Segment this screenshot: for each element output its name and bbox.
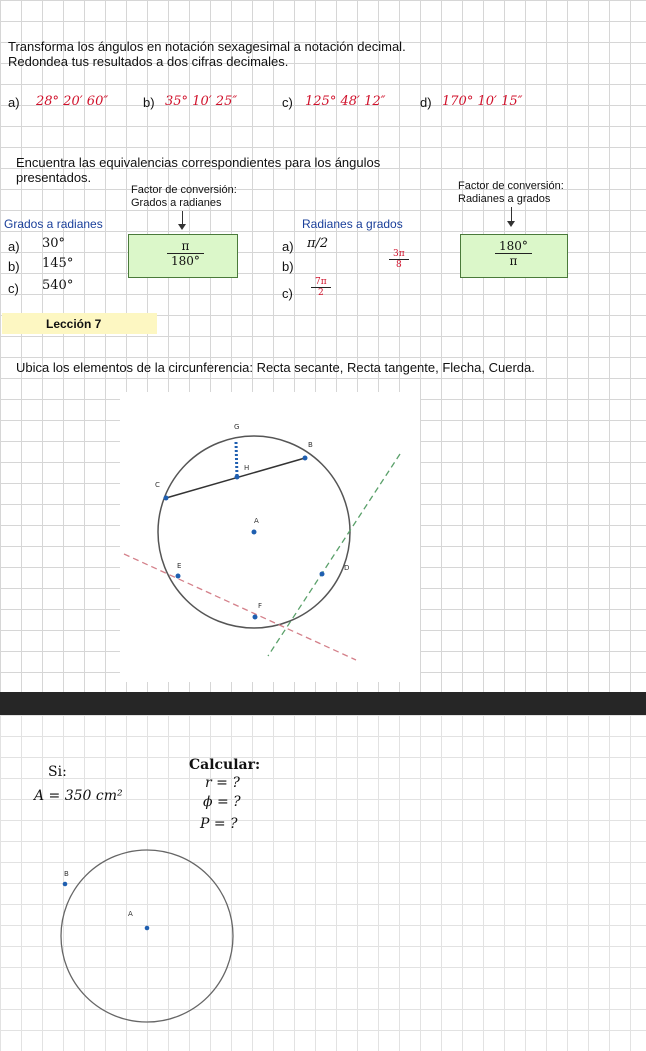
equivalence-line-2: presentados. <box>16 170 92 185</box>
down-arrow-right-head <box>507 221 515 227</box>
left-item-a-label: a) <box>8 239 20 254</box>
right-item-b-label: b) <box>282 259 294 274</box>
item-c-value: 125° 48′ 12″ <box>305 94 386 109</box>
right-factor-sub: Radianes a grados <box>458 193 551 205</box>
label-a-problem: A <box>128 910 133 918</box>
right-item-b-num: 3π <box>393 249 405 259</box>
label-a: A <box>254 517 259 525</box>
right-factor-den: π <box>509 254 518 268</box>
point-b <box>303 456 308 461</box>
calc-phi: ϕ = ? <box>203 794 241 810</box>
down-arrow-right <box>511 207 512 222</box>
item-c-label: c) <box>282 95 293 110</box>
right-factor-title: Factor de conversión: <box>458 180 564 192</box>
si-label: Si: <box>48 764 67 780</box>
problem-circle-diagram <box>40 836 250 1036</box>
right-item-c-num: 7π <box>315 277 327 287</box>
right-factor-fraction <box>495 239 532 268</box>
item-b-label: b) <box>143 95 155 110</box>
right-item-c-label: c) <box>282 286 293 301</box>
sagitta <box>236 442 237 477</box>
area-given: A = 350 cm² <box>34 788 123 804</box>
left-factor-box <box>128 234 238 278</box>
right-item-a-value: π/2 <box>307 236 329 251</box>
label-g: G <box>234 423 240 431</box>
left-factor-title: Factor de conversión: <box>131 184 237 196</box>
divider-band <box>0 692 646 715</box>
point-b-circumference <box>63 882 68 887</box>
right-item-b-fraction <box>389 249 409 270</box>
left-factor-sub: Grados a radianes <box>131 197 222 209</box>
left-item-a-value: 30° <box>42 236 66 251</box>
lesson-instruction: Ubica los elementos de la circunferencia: Recta secante, Recta tangente, Flecha, Cuerda. <box>16 360 535 375</box>
point-c <box>164 496 169 501</box>
left-item-c-label: c) <box>8 281 19 296</box>
diagram-background <box>120 392 420 682</box>
equivalence-line-1: Encuentra las equivalencias correspondientes para los ángulos <box>16 155 381 170</box>
right-factor-num: 180° <box>499 239 528 253</box>
item-a-label: a) <box>8 95 20 110</box>
left-factor-num: π <box>181 239 190 253</box>
point-f <box>253 615 258 620</box>
left-heading: Grados a radianes <box>4 217 103 231</box>
item-d-label: d) <box>420 95 432 110</box>
left-item-b-label: b) <box>8 259 20 274</box>
label-h: H <box>244 464 250 472</box>
down-arrow-left <box>182 211 183 225</box>
point-a <box>252 530 257 535</box>
label-b-problem: B <box>64 870 69 878</box>
right-item-b-den: 8 <box>395 260 402 270</box>
right-heading: Radianes a grados <box>302 217 403 231</box>
label-e: E <box>177 562 182 570</box>
item-d-value: 170° 10′ 15″ <box>442 94 523 109</box>
right-item-c-fraction <box>311 277 331 298</box>
item-b-value: 35° 10′ 25″ <box>165 94 238 109</box>
instruction-line-2: Redondea tus resultados a dos cifras decimales. <box>8 54 289 69</box>
calc-p: P = ? <box>200 816 238 832</box>
lesson-title: Lección 7 <box>46 317 102 331</box>
left-item-b-value: 145° <box>42 256 74 271</box>
point-a-center <box>145 926 150 931</box>
point-h <box>235 475 240 480</box>
point-e <box>176 574 181 579</box>
calc-title: Calcular: <box>189 757 261 773</box>
right-factor-box <box>460 234 568 278</box>
lesson-banner <box>2 313 157 334</box>
calc-r: r = ? <box>205 775 240 791</box>
point-d <box>320 572 325 577</box>
item-a-value: 28° 20′ 60″ <box>36 94 109 109</box>
label-d: D <box>344 564 350 572</box>
down-arrow-left-head <box>178 224 186 230</box>
label-c: C <box>155 481 160 489</box>
right-item-c-den: 2 <box>317 288 324 298</box>
left-factor-fraction <box>167 239 204 268</box>
left-factor-den: 180° <box>171 254 200 268</box>
right-item-a-label: a) <box>282 239 294 254</box>
instruction-line-1: Transforma los ángulos en notación sexagesimal a notación decimal. <box>8 39 406 54</box>
circle-elements-diagram <box>120 392 420 682</box>
label-f: F <box>258 602 263 610</box>
left-item-c-value: 540° <box>42 278 74 293</box>
problem-circle <box>61 850 233 1022</box>
label-b: B <box>308 441 313 449</box>
